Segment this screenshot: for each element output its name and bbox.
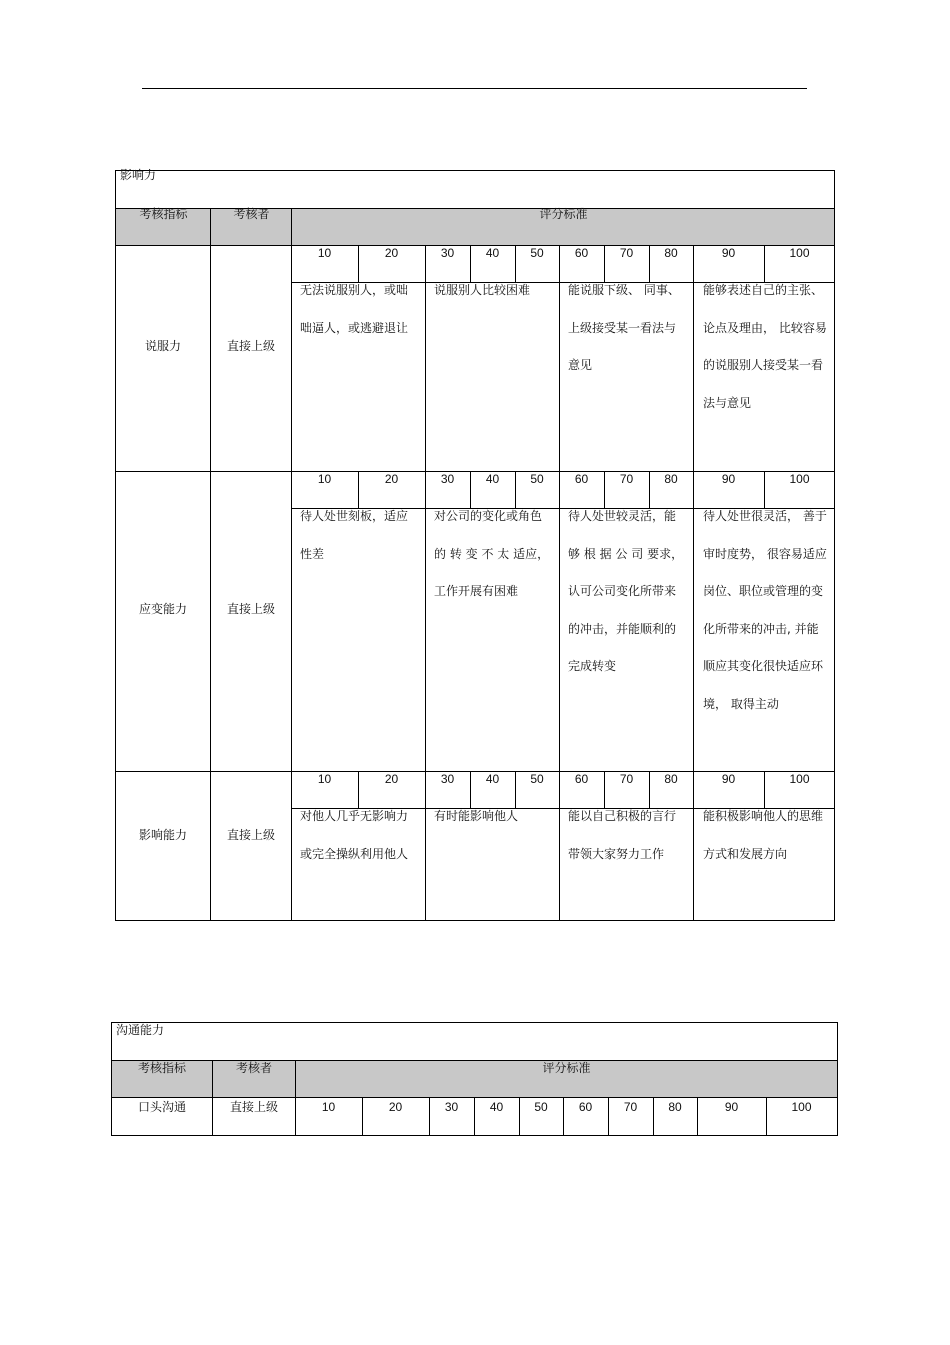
score-label: 80 <box>664 246 678 260</box>
score-label: 70 <box>619 772 634 786</box>
description-cell: 待人处世较灵活，能 够 根 据 公 司 要求，认可公司变化所带来的冲击，并能顺利的完成转变 <box>568 509 684 673</box>
score-label: 90 <box>721 772 736 786</box>
header-indicator: 考核指标 <box>139 207 188 221</box>
score-label: 100 <box>791 1100 812 1114</box>
score-label: 100 <box>789 246 810 260</box>
score-label: 100 <box>789 472 810 486</box>
col-line <box>291 208 292 921</box>
header-indicator: 考核指标 <box>137 1061 186 1075</box>
indicator-oral-communication: 口头沟通 <box>137 1100 186 1114</box>
score-label: 30 <box>440 472 455 486</box>
description-cell: 说服别人比较困难 <box>434 283 531 297</box>
score-label: 90 <box>724 1100 739 1114</box>
page-header-rule <box>142 88 807 89</box>
col-line <box>425 245 426 921</box>
score-label: 60 <box>574 472 589 486</box>
score-label: 10 <box>317 772 332 786</box>
score-label: 50 <box>530 772 544 786</box>
header-criteria: 评分标准 <box>542 1061 591 1075</box>
section-title: 影响力 <box>120 168 157 182</box>
score-label: 100 <box>789 772 810 786</box>
col-line <box>295 1060 296 1136</box>
header-criteria: 评分标准 <box>539 207 588 221</box>
description-cell: 能够表述自己的主张、论点及理由， 比较容易的说服别人接受某一看法与意见 <box>703 283 827 410</box>
score-label: 70 <box>619 472 634 486</box>
description-cell: 能积极影响他人的思维方式和发展方向 <box>703 809 824 861</box>
assessor-influence: 直接上级 <box>226 828 275 842</box>
indicator-persuasion: 说服力 <box>144 339 181 353</box>
score-label: 20 <box>384 472 399 486</box>
description-cell: 待人处世很灵活， 善于审时度势， 很容易适应岗位、职位或管理的变化所带来的冲击, 并能顺应其变化很快适应环境， 取得主动 <box>703 509 827 711</box>
col-line <box>693 245 694 921</box>
score-label: 70 <box>623 1100 638 1114</box>
description-cell: 能说服下级、 同事、上级接受某一看法与意见 <box>568 283 680 372</box>
section-title: 沟通能力 <box>116 1023 165 1037</box>
score-label: 80 <box>664 772 678 786</box>
assessor-persuasion: 直接上级 <box>226 339 275 353</box>
assessor-oral-communication: 直接上级 <box>229 1100 278 1114</box>
score-label: 70 <box>619 246 634 260</box>
col-line <box>559 245 560 921</box>
score-label: 30 <box>440 246 455 260</box>
score-label: 90 <box>721 472 736 486</box>
score-label: 60 <box>574 246 589 260</box>
description-cell: 无法说服别人，或咄咄逼人，或逃避退让 <box>300 283 409 335</box>
score-label: 10 <box>317 246 332 260</box>
indicator-adaptability: 应变能力 <box>138 602 187 616</box>
score-label: 20 <box>388 1100 403 1114</box>
score-label: 20 <box>384 772 399 786</box>
assessor-adaptability: 直接上级 <box>226 602 275 616</box>
description-cell: 对他人几乎无影响力或完全操纵利用他人 <box>300 809 409 861</box>
score-label: 40 <box>485 472 500 486</box>
score-label: 60 <box>574 772 589 786</box>
header-assessor: 考核者 <box>233 207 270 221</box>
score-label: 90 <box>721 246 736 260</box>
score-label: 80 <box>664 472 678 486</box>
score-label: 30 <box>440 772 455 786</box>
score-label: 40 <box>485 772 500 786</box>
score-label: 10 <box>321 1100 336 1114</box>
col-line <box>212 1060 213 1136</box>
score-label: 50 <box>530 472 544 486</box>
score-label: 40 <box>489 1100 504 1114</box>
description-cell: 能以自己积极的言行带领大家努力工作 <box>568 809 677 861</box>
col-line <box>210 208 211 921</box>
header-assessor: 考核者 <box>235 1061 272 1075</box>
score-label: 30 <box>444 1100 459 1114</box>
score-label: 50 <box>534 1100 548 1114</box>
score-label: 80 <box>668 1100 682 1114</box>
score-label: 10 <box>317 472 332 486</box>
score-label: 40 <box>485 246 500 260</box>
indicator-influence: 影响能力 <box>138 828 187 842</box>
description-cell: 有时能影响他人 <box>434 809 519 823</box>
description-cell: 对公司的变化或角色 的 转 变 不 太 适应，工作开展有困难 <box>434 509 550 598</box>
description-cell: 待人处世刻板，适应性差 <box>300 509 409 561</box>
score-label: 50 <box>530 246 544 260</box>
score-label: 20 <box>384 246 399 260</box>
score-label: 60 <box>578 1100 593 1114</box>
